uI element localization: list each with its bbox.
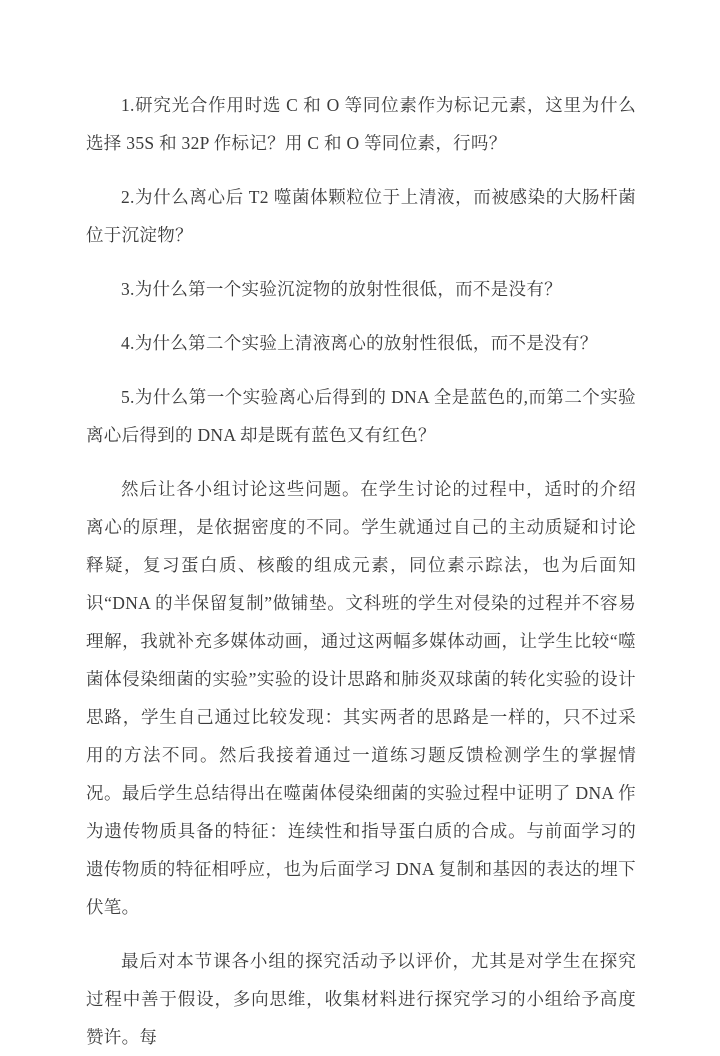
- paragraph-question-2: 2.为什么离心后 T2 噬菌体颗粒位于上清液，而被感染的大肠杆菌位于沉淀物？: [86, 187, 636, 245]
- paragraph-question-3: 3.为什么第一个实验沉淀物的放射性很低，而不是没有？: [121, 279, 562, 299]
- paragraph-question-1: 1.研究光合作用时选 C 和 O 等同位素作为标记元素，这里为什么选择 35S 和 32P 作标记？用 C 和 O 等同位素，行吗？: [86, 95, 636, 153]
- paragraph-question-5: 5.为什么第一个实验离心后得到的 DNA 全是蓝色的,而第二个实验离心后得到的 DNA 却是既有蓝色又有红色？: [86, 387, 636, 445]
- paragraph-discussion: 然后让各小组讨论这些问题。在学生讨论的过程中，适时的介绍离心的原理，是依据密度的不同。学生就通过自己的主动质疑和讨论释疑，复习蛋白质、核酸的组成元素，同位素示踪法，也为后面知识“DNA 的半保留复制”做铺垫。文科班的学生对侵染的过程并不容易理解，我就补充多媒体动画，通过这两幅多媒体动画，让学生比较“噬菌体侵染细菌的实验”实验的设计思路和肺炎双球菌的转化实验的设计思路，学生自己通过比较发现：其实两者的思路是一样的，只不过采用的方法不同。然后我接着通过一道练习题反馈检测学生的掌握情况。最后学生总结得出在噬菌体侵染细菌的实验过程中证明了 DNA 作为遗传物质具备的特征：连续性和指导蛋白质的合成。与前面学习的遗传物质的特征相呼应，也为后面学习 DNA 复制和基因的表达的埋下伏笔。: [86, 479, 636, 917]
- paragraph-evaluation: 最后对本节课各小组的探究活动予以评价，尤其是对学生在探究过程中善于假设，多向思维，收集材料进行探究学习的小组给予高度赞许。每: [86, 951, 636, 1047]
- paragraph-question-4: 4.为什么第二个实验上清液离心的放射性很低，而不是没有？: [121, 333, 598, 353]
